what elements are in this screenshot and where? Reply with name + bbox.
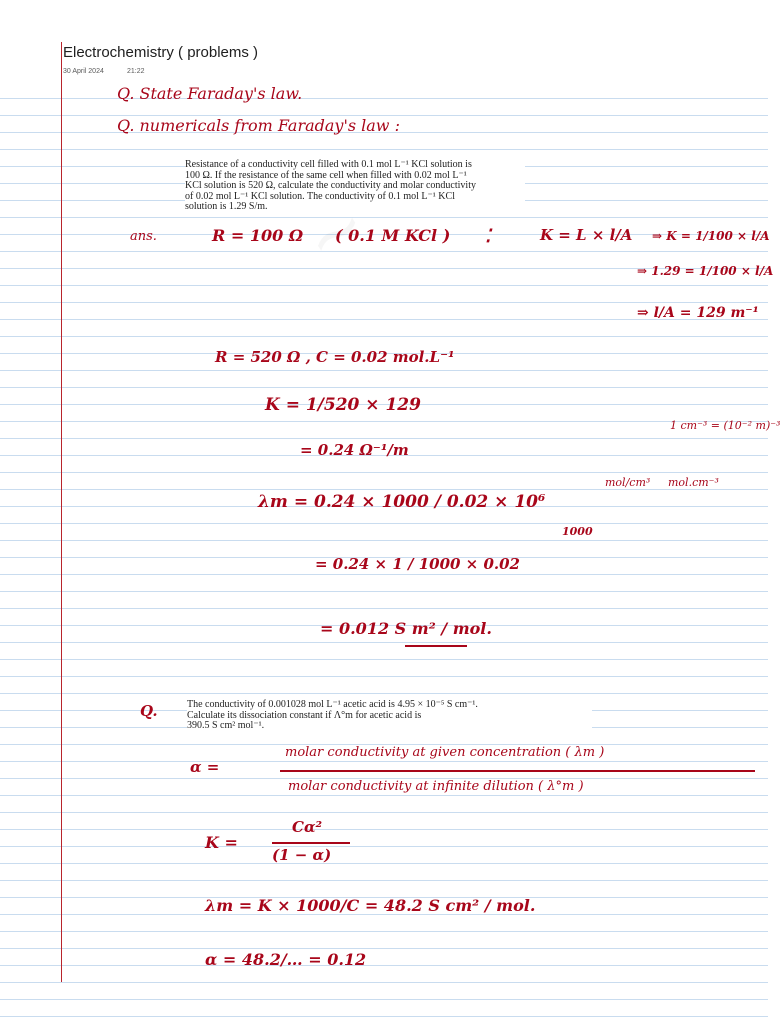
unit-mol-2: mol.cm⁻³ (668, 476, 719, 489)
colon-mark: ⁚ (485, 226, 491, 247)
alpha-fraction-bar (280, 770, 755, 772)
unit-mol: mol/cm³ (605, 476, 651, 489)
problem-2-line: 390.5 S cm² mol⁻¹. (187, 720, 265, 732)
problem-1-line: of 0.02 mol L⁻¹ KCl solution. The conductivity of 0.1 mol L⁻¹ KCl (185, 190, 455, 202)
page-time: 21:22 (127, 68, 145, 75)
given-concentration: ( 0.1 M KCl ) (335, 226, 451, 245)
alpha-equation: α = (190, 758, 220, 776)
question-3-label: Q. (140, 702, 158, 720)
alpha-final: α = 48.2/… = 0.12 (205, 950, 367, 969)
page-title: Electrochemistry ( problems ) (63, 44, 259, 61)
molar-conductivity-equation: λm = 0.24 × 1000 / 0.02 × 10⁶ (258, 492, 546, 512)
page-date: 30 April 2024 (63, 68, 104, 75)
molar-conductivity-result: = 0.012 S m² / mol. (320, 619, 492, 638)
problem-1-line: 100 Ω. If the resistance of the same cell when filled with 0.02 mol L⁻¹ (185, 169, 467, 181)
printed-problem-1 (185, 160, 525, 216)
molar-conductivity-1000: 1000 (562, 525, 593, 538)
problem-2-line: Calculate its dissociation constant if Λ°m for acetic acid is (187, 709, 422, 721)
ka-denominator: (1 − α) (272, 846, 332, 864)
problem-1-line: KCl solution is 520 Ω, calculate the conductivity and molar conductivity (185, 180, 476, 192)
formula-conductivity-2: ⇒ K = 1/100 × l/A (652, 229, 770, 243)
ka-fraction-bar (272, 842, 350, 844)
conductivity-equation: K = 1/520 × 129 (265, 395, 421, 415)
header-band (0, 0, 768, 84)
margin-line (61, 42, 62, 982)
problem-1-line: Resistance of a conductivity cell filled with 0.1 mol L⁻¹ KCl solution is (185, 159, 472, 170)
formula-step-3: ⇒ l/A = 129 m⁻¹ (637, 305, 759, 321)
problem-1-line: solution is 1.29 S/m. (185, 201, 268, 213)
molar-conductivity-2: λm = K × 1000/C = 48.2 S cm² / mol. (205, 896, 536, 915)
ka-numerator: Cα² (292, 818, 323, 836)
molar-conductivity-step: = 0.24 × 1 / 1000 × 0.02 (315, 555, 520, 573)
formula-conductivity: K = L × l/A (540, 226, 633, 244)
result-underline (405, 645, 467, 647)
ka-equation: K = (205, 833, 238, 852)
formula-step-2: ⇒ 1.29 = 1/100 × l/A (637, 264, 774, 278)
alpha-denominator: molar conductivity at infinite dilution ( λ°m ) (288, 779, 584, 794)
unit-conversion-note: 1 cm⁻³ = (10⁻² m)⁻³ (670, 419, 780, 432)
answer-label: ans. (130, 229, 157, 244)
given-values-2: R = 520 Ω , C = 0.02 mol.L⁻¹ (215, 348, 455, 366)
question-1: Q. State Faraday's law. (117, 84, 303, 103)
question-2: Q. numericals from Faraday's law : (117, 116, 400, 135)
printed-problem-2 (187, 700, 592, 736)
alpha-numerator: molar conductivity at given concentration ( λm ) (285, 745, 605, 760)
given-resistance: R = 100 Ω (212, 226, 304, 245)
problem-2-line: The conductivity of 0.001028 mol L⁻¹ acetic acid is 4.95 × 10⁻⁵ S cm⁻¹. (187, 699, 478, 710)
conductivity-result: = 0.24 Ω⁻¹/m (300, 441, 409, 459)
